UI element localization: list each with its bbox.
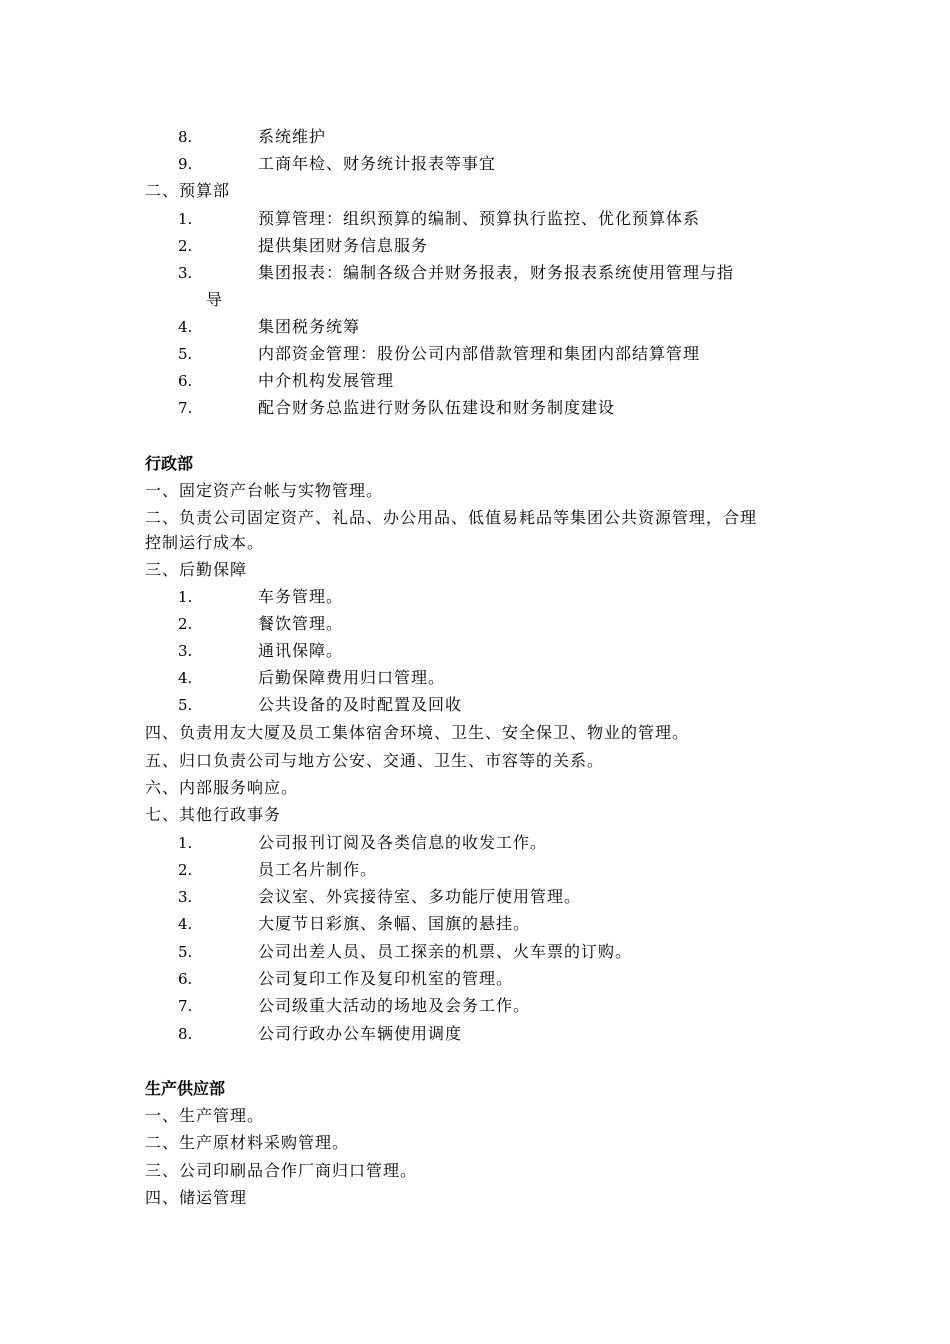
list-item: 集团税务统筹: [258, 317, 361, 336]
list-item: 公司复印工作及复印机室的管理。: [258, 969, 514, 988]
list-item: 公司级重大活动的场地及会务工作。: [258, 996, 531, 1015]
list-number: 5.: [178, 943, 193, 961]
list-number: 7.: [178, 399, 193, 417]
list-item-continuation: 导: [206, 290, 224, 309]
list-number: 8.: [178, 1025, 193, 1043]
list-number: 4.: [178, 915, 193, 933]
list-number: 3.: [178, 642, 193, 660]
list-number: 2.: [178, 237, 193, 255]
list-number: 4.: [178, 318, 193, 336]
admin-item-6: 六、内部服务响应。: [145, 778, 299, 797]
list-number: 4.: [178, 669, 193, 687]
admin-item-2: 二、负责公司固定资产、礼品、办公用品、低值易耗品等集团公共资源管理，合理: [145, 508, 758, 527]
list-item: 公司出差人员、员工探亲的机票、火车票的订购。: [258, 942, 633, 961]
list-item: 通讯保障。: [258, 641, 344, 660]
section-heading-admin: 行政部: [145, 454, 194, 473]
production-item-2: 二、生产原材料采购管理。: [145, 1133, 350, 1152]
list-number: 2.: [178, 615, 193, 633]
production-item-4: 四、储运管理: [145, 1188, 248, 1207]
list-item: 工商年检、财务统计报表等事宜: [258, 154, 497, 173]
list-item: 后勤保障费用归口管理。: [258, 668, 446, 687]
section-heading-production: 生产供应部: [145, 1079, 226, 1098]
list-number: 9.: [178, 155, 193, 173]
list-number: 1.: [178, 210, 193, 228]
list-number: 6.: [178, 970, 193, 988]
list-item: 会议室、外宾接待室、多功能厅使用管理。: [258, 887, 582, 906]
admin-item-5: 五、归口负责公司与地方公安、交通、卫生、市容等的关系。: [145, 751, 605, 770]
list-number: 8.: [178, 128, 193, 146]
list-item: 预算管理：组织预算的编制、预算执行监控、优化预算体系: [258, 209, 701, 228]
list-number: 1.: [178, 588, 193, 606]
list-item: 配合财务总监进行财务队伍建设和财务制度建设: [258, 398, 616, 417]
list-number: 3.: [178, 264, 193, 282]
admin-item-2-continuation: 控制运行成本。: [145, 533, 265, 552]
admin-item-1: 一、固定资产台帐与实物管理。: [145, 481, 384, 500]
list-item: 大厦节日彩旗、条幅、国旗的悬挂。: [258, 914, 531, 933]
list-item: 集团报表：编制各级合并财务报表，财务报表系统使用管理与指: [258, 263, 735, 282]
list-number: 3.: [178, 888, 193, 906]
list-item: 公司报刊订阅及各类信息的收发工作。: [258, 833, 548, 852]
list-number: 5.: [178, 696, 193, 714]
list-item: 员工名片制作。: [258, 860, 378, 879]
list-item: 提供集团财务信息服务: [258, 236, 429, 255]
list-number: 6.: [178, 372, 193, 390]
list-item: 内部资金管理：股份公司内部借款管理和集团内部结算管理: [258, 344, 701, 363]
production-item-3: 三、公司印刷品合作厂商归口管理。: [145, 1161, 418, 1180]
list-number: 1.: [178, 834, 193, 852]
admin-item-3: 三、后勤保障: [145, 560, 248, 579]
list-number: 7.: [178, 997, 193, 1015]
list-number: 5.: [178, 345, 193, 363]
list-item: 公司行政办公车辆使用调度: [258, 1024, 463, 1043]
list-item: 中介机构发展管理: [258, 371, 395, 390]
production-item-1: 一、生产管理。: [145, 1106, 265, 1125]
list-item: 公共设备的及时配置及回收: [258, 695, 463, 714]
list-number: 2.: [178, 861, 193, 879]
list-item: 餐饮管理。: [258, 614, 344, 633]
list-item: 车务管理。: [258, 587, 344, 606]
admin-item-4: 四、负责用友大厦及员工集体宿舍环境、卫生、安全保卫、物业的管理。: [145, 723, 690, 742]
admin-item-7: 七、其他行政事务: [145, 805, 282, 824]
section-title-budget: 二、预算部: [145, 181, 231, 200]
list-item: 系统维护: [258, 127, 327, 146]
